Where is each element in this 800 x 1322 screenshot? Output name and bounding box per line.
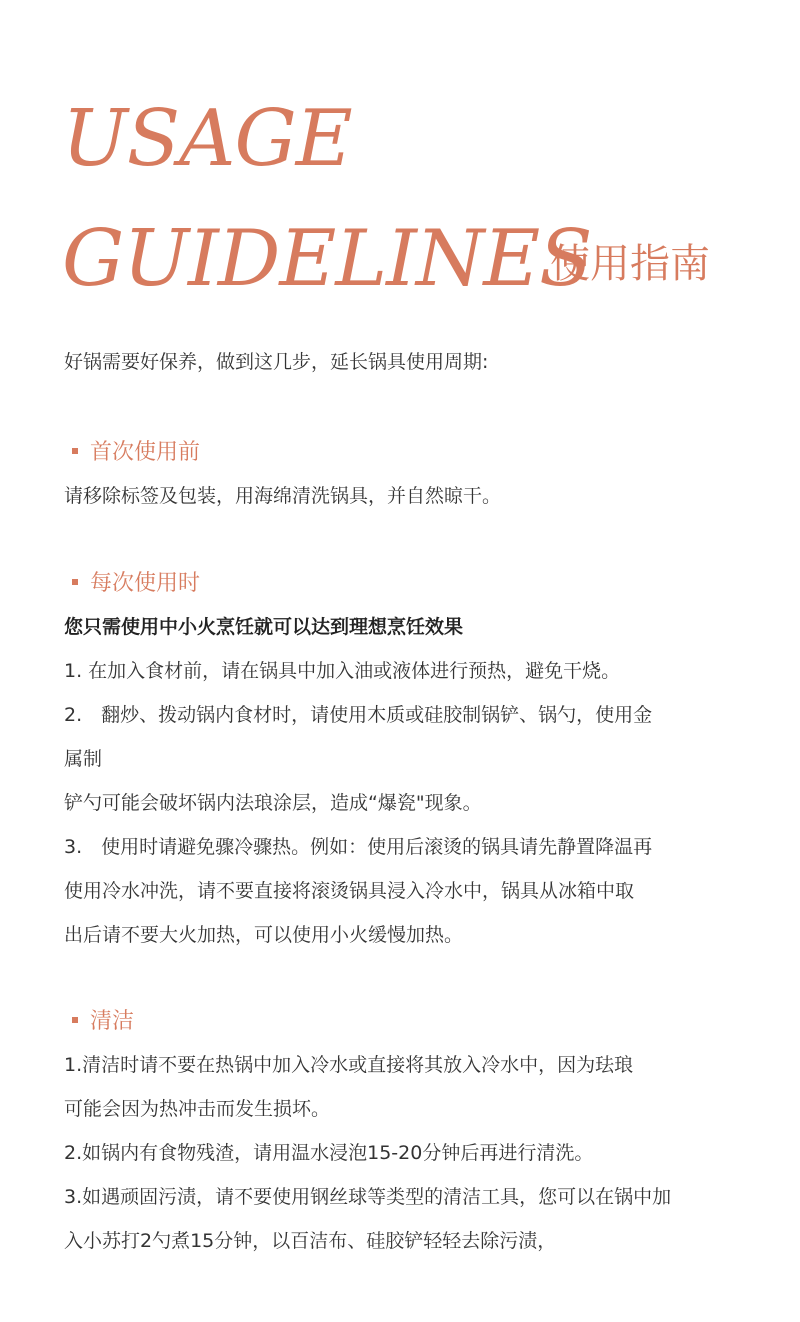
section-title-label: 首次使用前 — [90, 440, 201, 465]
body-line: 请移除标签及包装，用海绵清洗锅具，并自然晾干。 — [64, 485, 502, 507]
body-line: 1. 在加入食材前，请在锅具中加入油或液体进行预热，避免干烧。 — [64, 660, 621, 682]
body-line: 3. 使用时请避免骤冷骤热。例如：使用后滚烫的锅具请先静置降温再 — [64, 836, 653, 858]
section-title-label: 清洁 — [90, 1009, 135, 1034]
section-title-cleaning — [72, 1007, 134, 1037]
bullet-square-icon — [72, 448, 78, 454]
body-line: 入小苏打2勺煮15分钟，以百洁布、硅胶铲轻轻去除污渍， — [64, 1230, 557, 1252]
section-body-first-use — [64, 474, 754, 518]
section-body-each-use — [64, 605, 754, 957]
heading-chinese: 使用指南 — [550, 241, 710, 287]
body-line: 属制 — [64, 748, 103, 770]
heading-usage: USAGE — [62, 94, 352, 184]
section-title-each-use — [72, 569, 200, 599]
section-title-first-use — [72, 438, 200, 468]
bullet-square-icon — [72, 1017, 78, 1023]
intro-text: 好锅需要好保养，做到这几步，延长锅具使用周期: — [64, 351, 489, 373]
body-line: 1.清洁时请不要在热锅中加入冷水或直接将其放入冷水中，因为珐琅 — [64, 1054, 634, 1076]
bullet-square-icon — [72, 579, 78, 585]
section-body-cleaning — [64, 1043, 754, 1263]
body-line: 2.如锅内有食物残渣，请用温水浸泡15-20分钟后再进行清洗。 — [64, 1142, 594, 1164]
heading-guidelines: GUIDELINES — [62, 214, 592, 304]
body-line: 使用冷水冲洗，请不要直接将滚烫锅具浸入冷水中，锅具从冰箱中取 — [64, 880, 635, 902]
body-line: 2. 翻炒、拨动锅内食材时，请使用木质或硅胶制锅铲、锅勺，使用金 — [64, 704, 653, 726]
body-line: 3.如遇顽固污渍，请不要使用钢丝球等类型的清洁工具，您可以在锅中加 — [64, 1186, 672, 1208]
body-line: 铲勺可能会破坏锅内法琅涂层，造成“爆瓷"现象。 — [64, 792, 482, 814]
body-line: 出后请不要大火加热，可以使用小火缓慢加热。 — [64, 924, 464, 946]
section-subtitle: 您只需使用中小火烹饪就可以达到理想烹饪效果 — [64, 616, 464, 638]
section-title-label: 每次使用时 — [90, 571, 201, 596]
body-line: 可能会因为热冲击而发生损坏。 — [64, 1098, 331, 1120]
